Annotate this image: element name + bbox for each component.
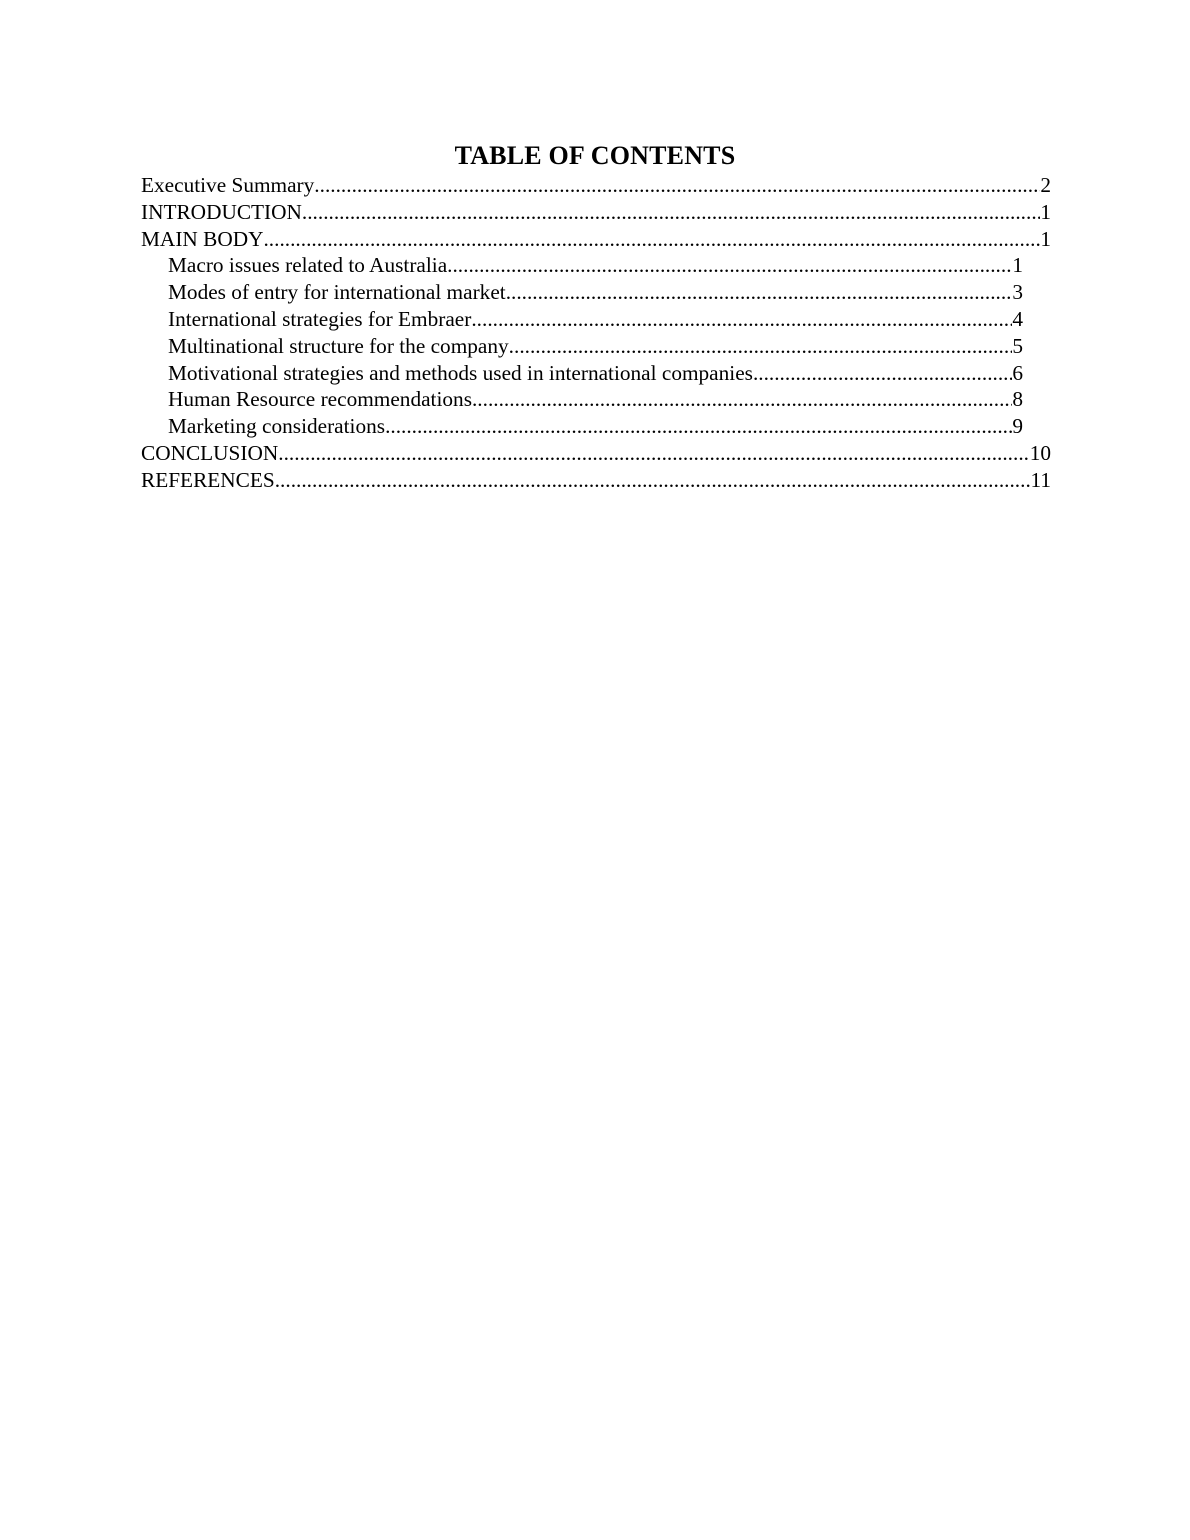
toc-entry-main-body[interactable]	[141, 226, 1051, 253]
toc-entry-page: 1	[1012, 253, 1023, 278]
toc-entry-label: International strategies for Embraer	[168, 306, 472, 331]
toc-entry-label: REFERENCES	[141, 467, 275, 492]
toc-entry-page: 5	[1012, 333, 1023, 358]
toc-entry-label: Modes of entry for international market	[168, 280, 506, 305]
toc-dot-leader	[385, 413, 1012, 440]
toc-dot-leader	[263, 226, 1040, 253]
toc-entry-human-resource[interactable]	[168, 386, 1023, 413]
toc-dot-leader	[471, 306, 1012, 333]
toc-entry-page: 1	[1040, 226, 1051, 251]
toc-title: TABLE OF CONTENTS	[454, 141, 736, 170]
toc-entry-label: Human Resource recommendations	[168, 387, 472, 412]
toc-dot-leader	[314, 172, 1040, 199]
toc-entry-multinational-structure[interactable]	[168, 333, 1023, 360]
toc-entry-page: 3	[1012, 280, 1023, 305]
toc-entry-page: 2	[1040, 173, 1051, 197]
toc-entry-page: 4	[1012, 306, 1023, 331]
toc-entry-label: INTRODUCTION	[141, 199, 302, 224]
toc-entry-page: 10	[1029, 440, 1051, 465]
toc-entry-label: Marketing considerations	[168, 414, 386, 439]
toc-entry-page: 8	[1012, 387, 1023, 412]
toc-entry-label: MAIN BODY	[141, 226, 264, 251]
toc-dot-leader	[275, 467, 1031, 494]
toc-entry-label: Multinational structure for the company	[168, 333, 509, 358]
toc-dot-leader	[302, 199, 1040, 226]
toc-entry-page: 1	[1040, 199, 1051, 224]
toc-entry-page: 11	[1030, 467, 1051, 492]
toc-entry-label: Macro issues related to Australia	[168, 253, 448, 278]
toc-entry-page: 6	[1012, 360, 1023, 385]
toc-dot-leader	[509, 333, 1013, 360]
toc-entry-international-strategies[interactable]	[168, 306, 1023, 333]
toc-list	[141, 172, 1051, 494]
toc-entry-label: CONCLUSION	[141, 440, 279, 465]
toc-entry-conclusion[interactable]	[141, 440, 1051, 467]
toc-dot-leader	[278, 440, 1029, 467]
toc-entry-introduction[interactable]	[141, 199, 1051, 226]
toc-entry-executive-summary[interactable]	[141, 172, 1051, 199]
toc-entry-references[interactable]	[141, 467, 1051, 494]
toc-entry-label: Motivational strategies and methods used in international companies	[168, 360, 753, 385]
toc-dot-leader	[447, 252, 1012, 279]
toc-dot-leader	[472, 386, 1012, 413]
toc-entry-macro-issues[interactable]	[168, 252, 1023, 279]
toc-entry-marketing-considerations[interactable]	[168, 413, 1023, 440]
toc-dot-leader	[753, 360, 1012, 387]
toc-dot-leader	[506, 279, 1013, 306]
toc-entry-motivational-strategies[interactable]	[168, 360, 1023, 387]
toc-entry-modes-of-entry[interactable]	[168, 279, 1023, 306]
toc-entry-label: Executive Summary	[141, 173, 315, 197]
toc-entry-page: 9	[1012, 414, 1023, 439]
